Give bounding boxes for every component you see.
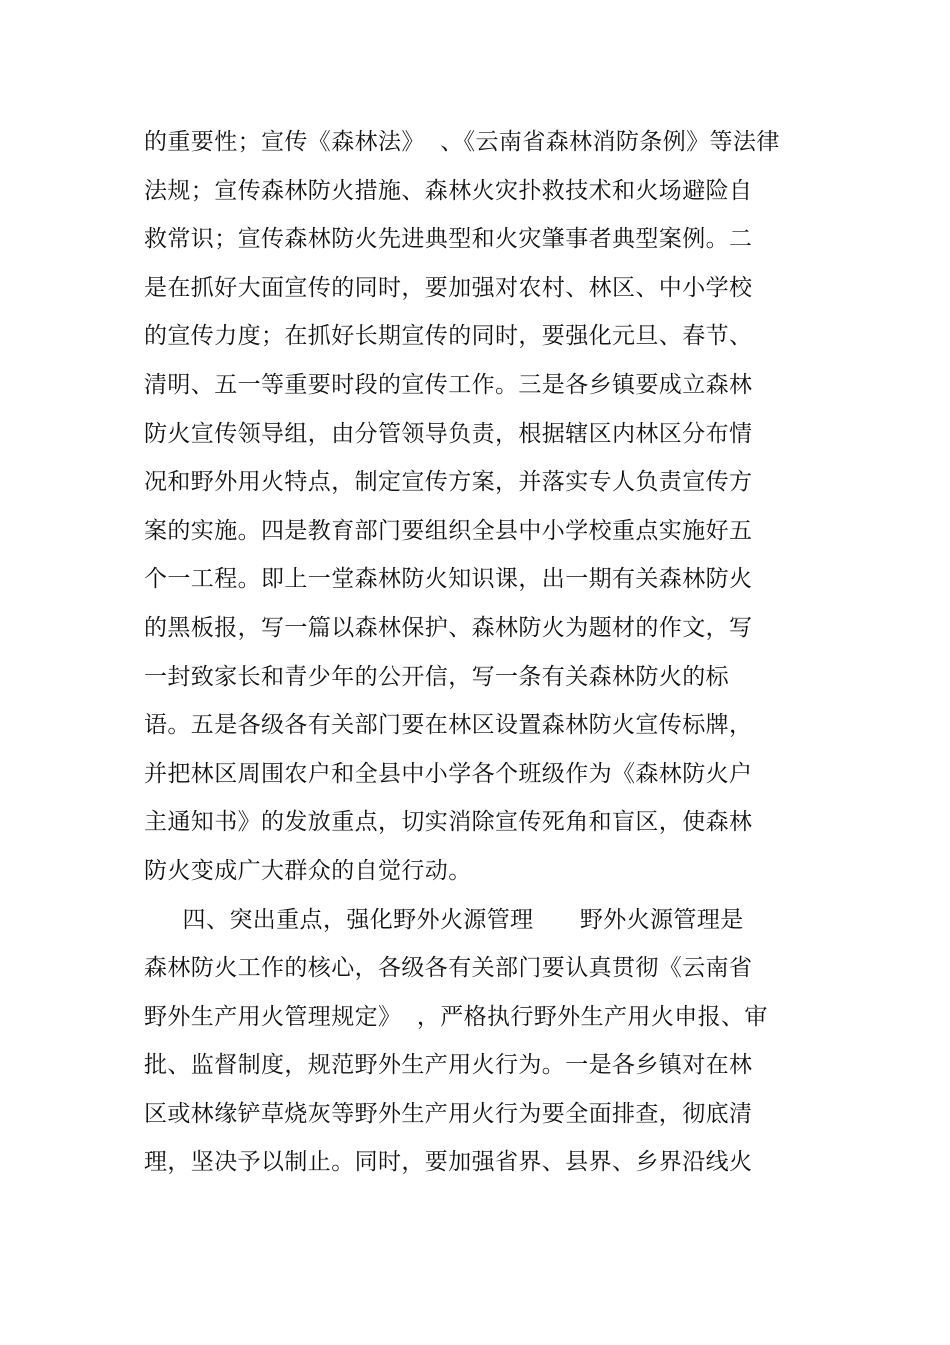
text-line: 的重要性；宣传《森林法》 、《云南省森林消防条例》等法律 (144, 129, 780, 155)
text-line: 防火变成广大群众的自觉行动。 (144, 857, 472, 884)
text-line: 防火宣传领导组，由分管领导负责，根据辖区内林区分布情 (144, 420, 753, 447)
text-line: 况和野外用火特点，制定宣传方案，并落实专人负责宣传方 (144, 469, 753, 496)
text-line: 法规；宣传森林防火措施、森林火灾扑救技术和火场避险自 (144, 177, 753, 204)
text-line: 一封致家长和青少年的公开信，写一条有关森林防火的标 (144, 663, 729, 690)
text-line: 区或林缘铲草烧灰等野外生产用火行为要全面排查，彻底清 (144, 1100, 753, 1127)
text-line: 语。五是各级各有关部门要在林区设置森林防火宣传标牌， (144, 712, 753, 739)
text-line: 批、监督制度，规范野外生产用火行为。一是各乡镇对在林 (144, 1052, 753, 1079)
text-line: 的宣传力度；在抓好长期宣传的同时，要强化元旦、春节、 (144, 323, 753, 350)
text-line: 的黑板报，写一篇以森林保护、森林防火为题材的作文，写 (144, 614, 753, 641)
section-heading-line: 四、突出重点，强化野外火源管理 野外火源管理是 (144, 906, 744, 933)
text-line: 救常识；宣传森林防火先进典型和火灾肇事者典型案例。二 (144, 226, 753, 253)
text-line: 理，坚决予以制止。同时，要加强省界、县界、乡界沿线火 (144, 1149, 753, 1176)
text-line: 是在抓好大面宣传的同时，要加强对农村、林区、中小学校 (144, 274, 753, 301)
text-line: 森林防火工作的核心，各级各有关部门要认真贯彻《云南省 (144, 955, 753, 982)
text-line: 案的实施。四是教育部门要组织全县中小学校重点实施好五 (144, 517, 753, 544)
body-text (144, 118, 824, 1187)
text-line: 野外生产用火管理规定》 ，严格执行野外生产用火申报、审 (144, 1003, 768, 1030)
text-line: 并把林区周围农户和全县中小学各个班级作为《森林防火户 (144, 760, 753, 787)
text-line: 个一工程。即上一堂森林防火知识课，出一期有关森林防火 (144, 566, 753, 593)
text-line: 主通知书》的发放重点，切实消除宣传死角和盲区，使森林 (144, 809, 753, 836)
text-line: 清明、五一等重要时段的宣传工作。三是各乡镇要成立森林 (144, 371, 753, 398)
